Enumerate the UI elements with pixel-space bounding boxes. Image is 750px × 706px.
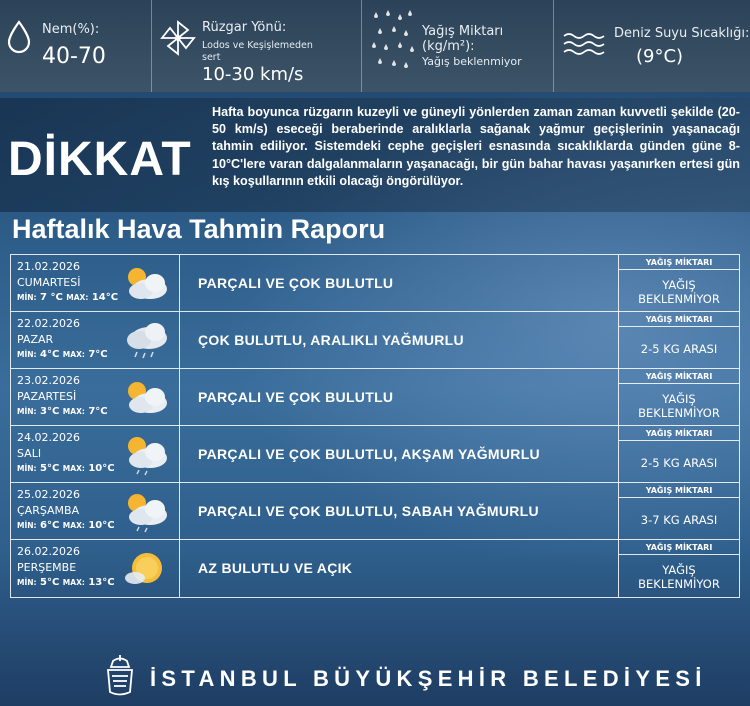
day-cell [11,483,180,540]
pinwheel-icon [158,18,198,62]
forecast-date: 25.02.2026 [17,488,80,501]
forecast-condition: PARÇALI VE ÇOK BULUTLU, AKŞAM YAĞMURLU [198,446,540,462]
warning-title: DİKKAT [8,133,192,186]
forecast-date: 22.02.2026 [17,317,80,330]
partly-cloudy-icon [117,261,173,307]
max-temp: 7°C [88,349,108,360]
condition-cell [180,369,619,426]
min-temp: 7 °C [40,292,63,303]
forecast-row [11,369,739,426]
rain-header: YAĞIŞ MİKTARI [619,312,739,327]
forecast-temps [17,292,118,303]
warning-text: Hafta boyunca rüzgarın kuzeyli ve güneyli yönlerden zaman zaman kuvvetli şekilde (20-50 km/s) eseceği beraberinde aralıklarla sağanak yağmur geçişlerinin yaşanacağı tahmin ediliyor. Sistemdeki cephe geçişleri esnasında sıcaklıklarda günden güne 8-10°C'lere varan dalgalanmaların yaşanacağı, bir gün bahar havası yaşanırken ertesi gün kış koşullarının etkili olacağı öngörülüyor. [212,105,740,188]
forecast-row [11,255,739,312]
min-temp: 4°C [40,349,60,360]
max-label: MAX: [62,350,85,359]
rain-stat [362,0,554,92]
day-cell [11,426,180,483]
min-label: MİN: [17,521,37,530]
sun-cloud-icon [117,546,173,592]
forecast-date: 23.02.2026 [17,374,80,387]
wind-stat [152,0,362,92]
sea-label: Deniz Suyu Sıcaklığı: [614,26,750,41]
forecast-condition: PARÇALI VE ÇOK BULUTLU [198,389,394,405]
forecast-date: 26.02.2026 [17,545,80,558]
wind-direction: Lodos ve Keşişlemeden sert [202,40,313,63]
forecast-temps [17,577,115,588]
rain-cell [619,540,739,597]
min-temp: 5°C [40,463,60,474]
condition-cell [180,483,619,540]
rain-header: YAĞIŞ MİKTARI [619,369,739,384]
forecast-day: ÇARŞAMBA [17,504,80,517]
max-temp: 10°C [88,520,115,531]
rain-icon [370,8,416,78]
forecast-table [10,254,740,598]
humidity-stat [0,0,152,92]
rain-value: Yağış beklenmiyor [422,55,522,68]
ibb-logo-icon [103,652,137,698]
water-drop-icon [6,20,32,54]
condition-cell [180,426,619,483]
rain-cell [619,255,739,312]
condition-cell [180,312,619,369]
min-temp: 5°C [40,577,60,588]
max-temp: 7°C [88,406,108,417]
municipality-name: İSTANBUL BÜYÜKŞEHİR BELEDİYESİ [150,666,707,691]
day-cell [11,255,180,312]
day-cell [11,369,180,426]
rain-amount: 3-7 KG ARASI [640,512,718,527]
rain-header: YAĞIŞ MİKTARI [619,255,739,270]
rain-cell [619,483,739,540]
partly-cloudy-icon [117,375,173,421]
wind-speed: 10-30 km/s [202,64,304,85]
max-label: MAX: [62,464,85,473]
condition-cell [180,255,619,312]
max-label: MAX: [62,521,85,530]
rain-cell [619,426,739,483]
cloud-rain-icon [117,318,173,364]
forecast-row [11,312,739,369]
min-label: MİN: [17,407,37,416]
condition-cell [180,540,619,597]
max-temp: 10°C [88,463,115,474]
rain-header: YAĞIŞ MİKTARI [619,483,739,498]
humidity-label: Nem(%): [42,22,100,37]
forecast-condition: AZ BULUTLU VE AÇIK [198,560,353,576]
rain-header: YAĞIŞ MİKTARI [619,540,739,555]
min-label: MİN: [17,464,37,473]
forecast-date: 24.02.2026 [17,431,80,444]
max-temp: 13°C [88,577,115,588]
humidity-value: 40-70 [42,44,106,69]
forecast-condition: PARÇALI VE ÇOK BULUTLU, SABAH YAĞMURLU [198,503,539,519]
forecast-temps [17,463,115,474]
day-cell [11,312,180,369]
wind-label: Rüzgar Yönü: [202,20,287,35]
forecast-row [11,426,739,483]
rain-label: Yağış Miktarı (kg/m²): [422,24,504,54]
forecast-day: PAZAR [17,333,54,346]
rain-cell [619,369,739,426]
forecast-row [11,483,739,540]
max-label: MAX: [66,293,89,302]
min-label: MİN: [17,578,37,587]
min-temp: 6°C [40,520,60,531]
report-title: Haftalık Hava Tahmin Raporu [12,214,386,244]
forecast-temps [17,520,115,531]
rain-amount: 2-5 KG ARASI [640,341,718,356]
forecast-temps [17,349,108,360]
forecast-day: CUMARTESİ [17,276,81,289]
rain-amount: YAĞIŞ BEKLENMİYOR [638,562,720,591]
min-label: MİN: [17,293,37,302]
warning-panel [0,98,750,212]
rain-amount: YAĞIŞ BEKLENMİYOR [638,391,720,420]
partly-cloudy-rain-icon [117,489,173,535]
rain-cell [619,312,739,369]
rain-amount: 2-5 KG ARASI [640,455,718,470]
forecast-day: SALI [17,447,42,460]
rain-header: YAĞIŞ MİKTARI [619,426,739,441]
partly-cloudy-rain-icon [117,432,173,478]
sea-temperature: (9°C) [636,46,684,67]
forecast-condition: ÇOK BULUTLU, ARALIKLI YAĞMURLU [198,332,464,348]
forecast-condition: PARÇALI VE ÇOK BULUTLU [198,275,394,291]
max-temp: 14°C [91,292,119,303]
rain-amount: YAĞIŞ BEKLENMİYOR [638,277,720,306]
max-label: MAX: [62,578,85,587]
day-cell [11,540,180,597]
forecast-temps [17,406,108,417]
max-label: MAX: [62,407,85,416]
min-label: MİN: [17,350,37,359]
sea-stat [554,0,750,92]
forecast-day: PERŞEMBE [17,561,77,574]
min-temp: 3°C [40,406,60,417]
weather-summary-strip [0,0,750,92]
forecast-row [11,540,739,597]
waves-icon [562,30,606,58]
forecast-day: PAZARTESİ [17,390,77,403]
forecast-date: 21.02.2026 [17,260,80,273]
